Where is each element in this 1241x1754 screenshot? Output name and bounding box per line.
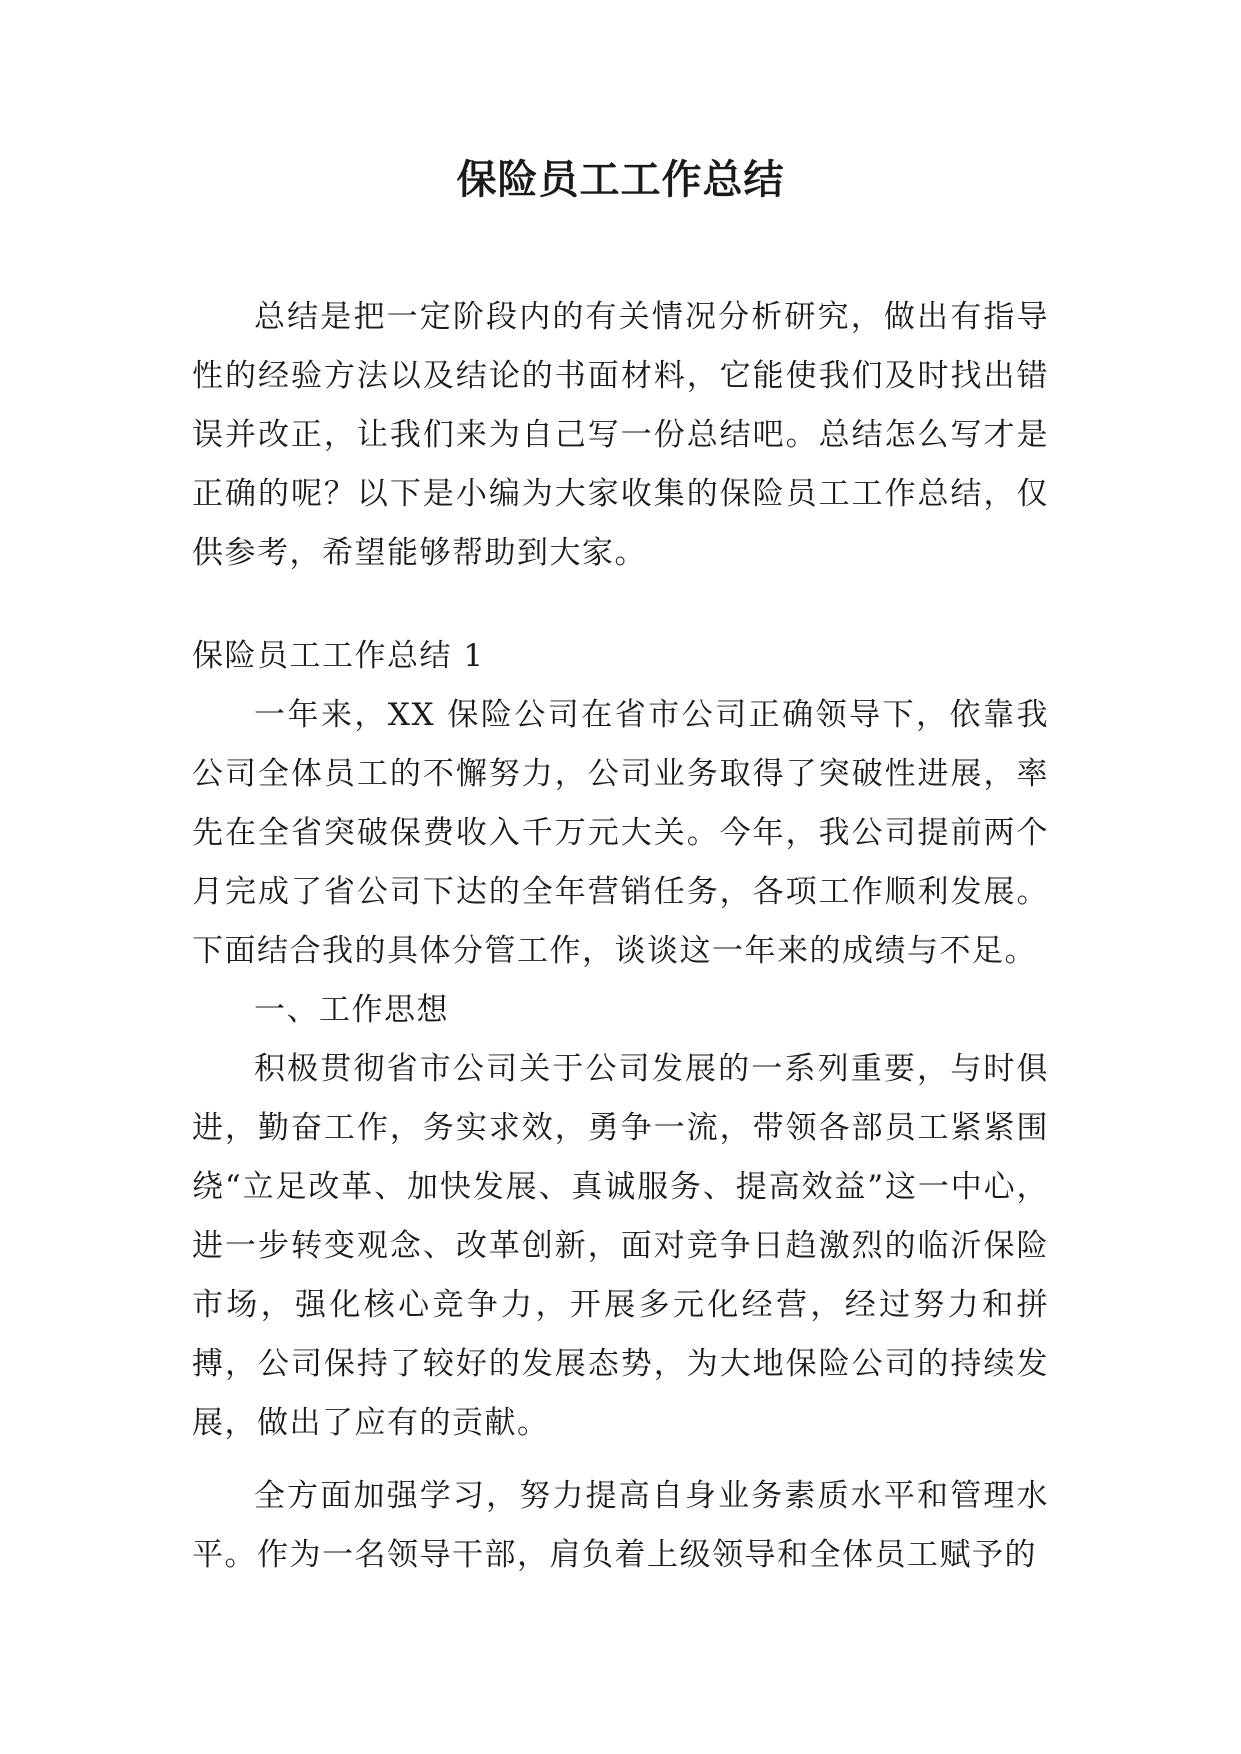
body-paragraph: 积极贯彻省市公司关于公司发展的一系列重要，与时俱进，勤奋工作，务实求效，勇争一流，带领各部员工紧紧围绕“立足改革、加快发展、真诚服务、提高效益”这一中心，进一步转变观念、改革创新，面对竞争日趋激烈的临沂保险市场，强化核心竞争力，开展多元化经营，经过努力和拼搏，公司保持了较好的发展态势，为大地保险公司的持续发展，做出了应有的贡献。	[192, 1051, 1049, 1441]
body-paragraph: 全方面加强学习，努力提高自身业务素质水平和管理水平。作为一名领导干部，肩负着上级领导和全体员工赋予的	[192, 1478, 1049, 1573]
document-body	[192, 288, 1049, 1585]
body-paragraph: 一年来，XX 保险公司在省市公司正确领导下，依靠我公司全体员工的不懈努力，公司业务取得了突破性进展，率先在全省突破保费收入千万元大关。今年，我公司提前两个月完成了省公司下达的全年营销任务，各项工作顺利发展。下面结合我的具体分管工作，谈谈这一年来的成绩与不足。	[192, 697, 1049, 969]
subsection-heading: 一、工作思想	[254, 992, 449, 1028]
section-heading: 保险员工工作总结 1	[192, 638, 485, 674]
document-title: 保险员工工作总结	[456, 157, 785, 203]
intro-paragraph: 总结是把一定阶段内的有关情况分析研究，做出有指导性的经验方法以及结论的书面材料，它能使我们及时找出错误并改正，让我们来为自己写一份总结吧。总结怎么写才是正确的呢？以下是小编为大家收集的保险员工工作总结，仅供参考，希望能够帮助到大家。	[192, 299, 1049, 571]
